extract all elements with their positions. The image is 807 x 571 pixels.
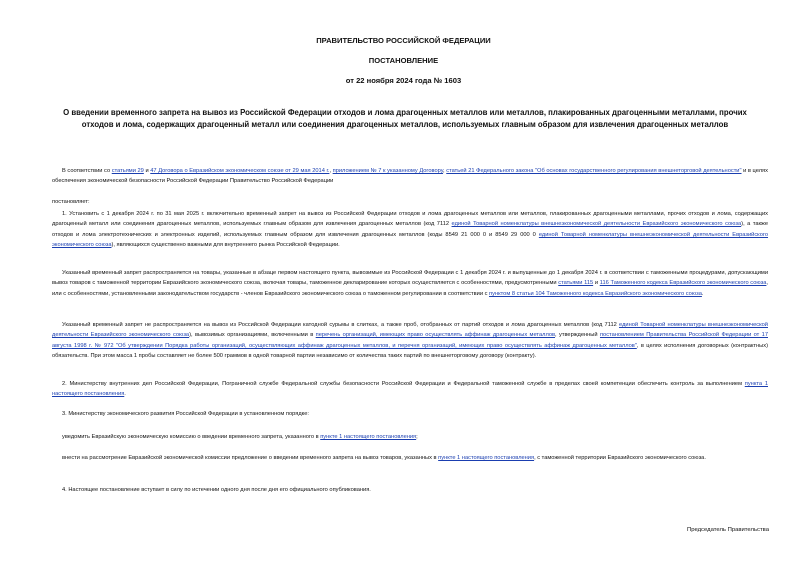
link-article-29[interactable]: статьями 29	[111, 168, 144, 174]
paragraph-3-text-1: Указанный временный запрет не распространяется на вывоз из Российской Федерации катодной сурьмы в слитках, а также проб, отобранных от партий отходов и лома драгоценных металлов (код 7112	[62, 322, 620, 328]
paragraph-6-text-2: ;	[416, 434, 418, 440]
paragraph-3-text-4: , в целях исполнения договорных (контрактных) обязательств. При этом масса 1 пробы составляет не более 500 граммов в одной товарной партии независимо от количества таких партий по внешнеторговому договору (контракту).	[52, 342, 768, 360]
link-article-47-treaty[interactable]: 47 Договора о Евразийском экономическом союзе от 29 мая 2014 г.	[150, 168, 330, 174]
paragraph-3-text-2: ), вывозимых организациями, включенными в	[189, 332, 316, 339]
paragraph-2	[52, 268, 768, 299]
link-clause-1-proposal[interactable]: пункте 1 настоящего постановления	[438, 455, 535, 461]
paragraph-2-text-4: .	[701, 290, 704, 297]
link-article-116-customs-code[interactable]: 116 Таможенного кодекса Евразийского экономического союза	[599, 280, 767, 287]
document-type-heading: ПОСТАНОВЛЕНИЕ	[368, 56, 439, 65]
preamble-paragraph	[52, 166, 768, 187]
paragraph-4	[52, 379, 768, 400]
paragraph-4-text-1: 2. Министерству внутренних дел Российской Федерации, Пограничной службе Федеральной службы безопасности Российской Федерации и Федеральной таможенной службе в пределах своей компетенции обеспечить контроль за выполнением	[62, 381, 745, 387]
paragraph-3-text-3: , утвержденный	[555, 332, 600, 339]
link-clause-8-article-104[interactable]: пунктом 8 статьи 104 Таможенного кодекса Евразийского экономического союза	[489, 290, 702, 297]
paragraph-5: 3. Министерству экономического развития Российской Федерации в установленном порядке:	[62, 411, 309, 417]
paragraph-8: 4. Настоящее постановление вступает в силу по истечении одного дня после дня его официального опубликования.	[62, 487, 371, 493]
preamble-text-1: В соответствии со	[62, 168, 112, 174]
link-clause-1-control[interactable]: пункта 1 настоящего постановления	[52, 381, 768, 398]
paragraph-6-text-1: уведомить Евразийскую экономическую комиссию о введении временного запрета, указанного в	[62, 434, 321, 440]
preamble-text-5: и в целях обеспечения экономической безопасности Российской Федерации Правительство Российской Федерации	[52, 168, 768, 185]
link-article-21-federal-law[interactable]: статьей 21 Федерального закона "Об основах государственного регулирования внешнеторговой деятельности"	[446, 168, 742, 174]
signature-line: Председатель Правительства	[686, 527, 769, 533]
preamble-text-4: ,	[443, 168, 447, 174]
link-tn-ved-1[interactable]: единой Товарной номенклатуры внешнеэкономической деятельности Евразийского экономического союза	[451, 221, 742, 228]
preamble-text-2: и	[143, 168, 151, 174]
paragraph-7	[52, 453, 768, 463]
document-title: О введении временного запрета на вывоз из Российской Федерации отходов и лома драгоценных металлов или металлов, плакированных драгоценными металлами, прочих отходов и лома, содержащих драгоценный металл или соединения драгоценных металлов, используемых главным образом для извлечения драгоценных металлов	[63, 108, 747, 129]
paragraph-2-text-3: , или с особенностями, установленными законодательством государств - членов Евразийского экономического союза о таможенном регулировании в соответствии с	[52, 280, 768, 297]
link-tn-ved-3[interactable]: единой Товарной номенклатуры внешнеэкономической деятельности Евразийского экономического союза	[52, 322, 768, 339]
paragraph-1	[52, 209, 768, 251]
date-number-heading: от 22 ноября 2024 года № 1603	[345, 76, 462, 85]
paragraph-7-text-2: , с таможенной территории Евразийского экономического союза.	[534, 455, 706, 461]
paragraph-4-text-2: .	[124, 391, 126, 398]
preamble-text-3: ,	[329, 168, 333, 174]
paragraph-2-text-2: и	[593, 280, 600, 287]
link-tn-ved-2[interactable]: единой Товарной номенклатуры внешнеэкономической деятельности Евразийского экономического союза	[52, 231, 769, 249]
paragraph-1-text-2: ), а также отходов и лома электротехнических и электронных изделий, используемых главным образом для извлечения драгоценных металлов (коды 8549 21 000 0 и 8549 29 000 0	[52, 221, 768, 238]
paragraph-3	[52, 320, 768, 362]
decree-word: постановляет:	[52, 199, 90, 205]
paragraph-1-text-1: 1. Установить с 1 декабря 2024 г. по 31 мая 2025 г. включительно временный запрет на вывоз из Российской Федерации отходов и лома драгоценных металлов или металлов, плакированных драгоценными металлами, прочих отходов и лома, содержащих драгоценный металл или соединения драгоценных металлов, используемых главным образом для извлечения драгоценных металлов (код 7112	[52, 211, 768, 228]
link-resolution-972[interactable]: постановлением Правительства Российской Федерации от 17 августа 1998 г. № 972 "Об утверждении Порядка работы организаций, осуществляющих аффинаж драгоценных металлов, и перечня организаций, имеющих право осуществлять аффинаж драгоценных металлов"	[52, 332, 768, 349]
paragraph-1-text-3: ), являющихся существенно важными для внутреннего рынка Российской Федерации.	[111, 242, 340, 249]
paragraph-6	[52, 432, 768, 442]
government-heading: ПРАВИТЕЛЬСТВО РОССИЙСКОЙ ФЕДЕРАЦИИ	[316, 36, 491, 45]
link-article-115[interactable]: статьями 115	[558, 280, 594, 287]
paragraph-2-text-1: Указанный временный запрет распространяется на товары, указанные в абзаце первом настоящего пункта, вывозимые из Российской Федерации с 1 декабря 2024 г. и выпущенные до 1 декабря 2024 г. в соответствии с таможенными процедурами, допускающими вывоз товаров с таможенной территории Евразийского экономического союза, включая товары, таможенное декларирование которых осуществляется с особенностями, предусмотренными	[52, 270, 768, 287]
link-clause-1-notify[interactable]: пункте 1 настоящего постановления	[320, 434, 417, 440]
link-affinage-list[interactable]: перечень организаций, имеющих право осуществлять аффинаж драгоценных металлов	[315, 332, 556, 339]
paragraph-7-text-1: внести на рассмотрение Евразийской экономической комиссии предложение о введении временного запрета на вывоз товаров, указанных в	[62, 455, 439, 461]
link-annex-7[interactable]: приложением № 7 к указанному Договору	[332, 168, 444, 174]
